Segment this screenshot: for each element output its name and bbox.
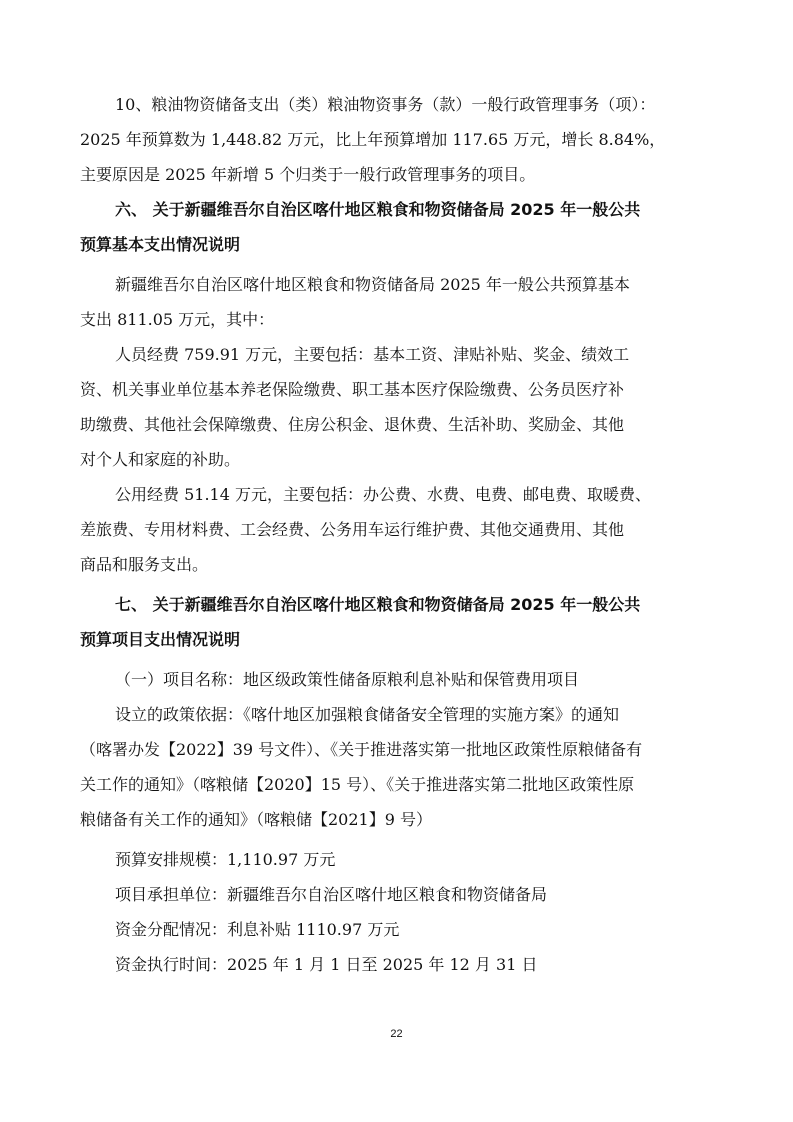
- paragraph-line: 主要原因是 2025 年新增 5 个归类于一般行政管理事务的项目。: [80, 165, 536, 184]
- project-unit: 项目承担单位：新疆维吾尔自治区喀什地区粮食和物资储备局: [115, 885, 548, 904]
- paragraph-line: 支出 811.05 万元，其中：: [80, 310, 275, 329]
- paragraph-line: 人员经费 759.91 万元，主要包括：基本工资、津贴补贴、奖金、绩效工: [115, 345, 630, 364]
- subsection-title: （一）项目名称：地区级政策性储备原粮利息补贴和保管费用项目: [115, 670, 580, 689]
- paragraph-line: 资、机关事业单位基本养老保险缴费、职工基本医疗保险缴费、公务员医疗补: [80, 380, 625, 399]
- budget-scale: 预算安排规模：1,110.97 万元: [115, 850, 336, 869]
- paragraph-line: 公用经费 51.14 万元，主要包括：办公费、水费、电费、邮电费、取暖费、: [115, 485, 651, 504]
- paragraph-line: 关工作的通知》（喀粮储【2020】15 号）、《关于推进落实第二批地区政策性原: [80, 775, 635, 794]
- page-number: 22: [390, 1028, 403, 1040]
- paragraph-line: 2025 年预算数为 1,448.82 万元，比上年预算增加 117.65 万元，增长 8.84%，: [80, 130, 666, 149]
- paragraph-line: 10、粮油物资储备支出（类）粮油物资事务（款）一般行政管理事务（项）：: [115, 95, 656, 114]
- paragraph-line: 对个人和家庭的补助。: [80, 450, 241, 469]
- section-heading-7-cont: 预算项目支出情况说明: [80, 630, 241, 649]
- paragraph-line: 差旅费、专用材料费、工会经费、公务用车运行维护费、其他交通费用、其他: [80, 520, 625, 539]
- paragraph-line: 设立的政策依据：《喀什地区加强粮食储备安全管理的实施方案》的通知: [115, 705, 620, 724]
- paragraph-line: 粮储备有关工作的通知》（喀粮储【2021】9 号）: [80, 810, 432, 829]
- fund-allocation: 资金分配情况：利息补贴 1110.97 万元: [115, 920, 400, 939]
- execution-period: 资金执行时间：2025 年 1 月 1 日至 2025 年 12 月 31 日: [115, 955, 538, 974]
- paragraph-line: 助缴费、其他社会保障缴费、住房公积金、退休费、生活补助、奖励金、其他: [80, 415, 625, 434]
- paragraph-line: 商品和服务支出。: [80, 555, 209, 574]
- paragraph-line: 新疆维吾尔自治区喀什地区粮食和物资储备局 2025 年一般公共预算基本: [115, 275, 630, 294]
- paragraph-line: （喀署办发【2022】39 号文件）、《关于推进落实第一批地区政策性原粮储备有: [80, 740, 643, 759]
- section-heading-7: 七、 关于新疆维吾尔自治区喀什地区粮食和物资储备局 2025 年一般公共: [115, 595, 641, 614]
- section-heading-6-cont: 预算基本支出情况说明: [80, 235, 241, 254]
- section-heading-6: 六、 关于新疆维吾尔自治区喀什地区粮食和物资储备局 2025 年一般公共: [115, 200, 641, 219]
